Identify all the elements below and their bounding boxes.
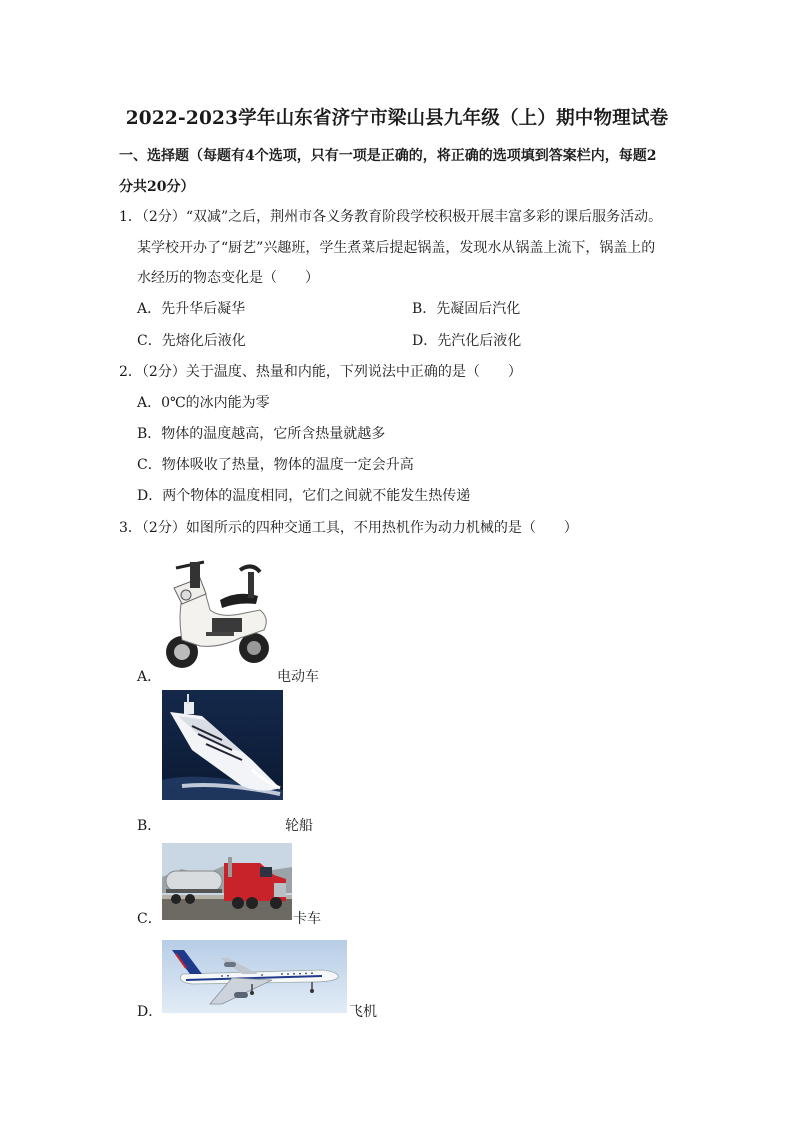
question-2-line-1: 2．（2分）关于温度、热量和内能，下列说法中正确的是（ ）	[119, 364, 522, 380]
question-3-option-b-letter: B．	[137, 818, 162, 834]
question-2-option-b: B．物体的温度越高，它所含热量就越多	[137, 426, 386, 442]
section-heading	[119, 141, 679, 203]
question-1-line-3: 水经历的物态变化是（ ）	[137, 270, 319, 286]
question-3-option-d-caption: 飞机	[349, 1004, 377, 1020]
question-1-option-c: C．先熔化后液化	[137, 333, 246, 349]
question-3-line-1: 3．（2分）如图所示的四种交通工具，不用热机作为动力机械的是（ ）	[119, 520, 578, 536]
question-3-option-a-caption: 电动车	[277, 669, 319, 685]
question-2-option-d: D．两个物体的温度相同，它们之间就不能发生热传递	[137, 488, 471, 504]
question-1-option-d: D．先汽化后液化	[412, 333, 522, 349]
question-1-line-1: 1．（2分）“双减”之后，荆州市各义务教育阶段学校积极开展丰富多彩的课后服务活动。	[119, 209, 663, 225]
section-heading-line-2: 分共20分）	[119, 179, 195, 195]
airplane-icon	[162, 940, 347, 1013]
question-1-line-2: 某学校开办了“厨艺”兴趣班，学生煮菜后提起锅盖，发现水从锅盖上流下，锅盖上的	[137, 240, 656, 256]
question-3-option-b-caption: 轮船	[285, 818, 313, 834]
question-1-option-a: A．先升华后凝华	[137, 301, 246, 317]
section-heading-line-1: 一、选择题（每题有4个选项，只有一项是正确的，将正确的选项填到答案栏内，每题2	[119, 148, 657, 164]
question-3-option-d-letter: D．	[137, 1004, 163, 1020]
question-1-option-b: B．先凝固后汽化	[412, 301, 521, 317]
ship-icon	[162, 690, 283, 800]
page-title: 2022-2023学年山东省济宁市梁山县九年级（上）期中物理试卷	[125, 108, 669, 129]
question-2-option-c: C．物体吸收了热量，物体的温度一定会升高	[137, 457, 414, 473]
question-3-option-a-letter: A．	[137, 669, 162, 685]
question-3-option-c-letter: C．	[137, 911, 162, 927]
scooter-icon	[160, 548, 276, 674]
question-3-option-c-caption: 卡车	[293, 911, 321, 927]
truck-icon	[162, 843, 292, 920]
question-2-option-a: A．0℃的冰内能为零	[137, 395, 270, 411]
